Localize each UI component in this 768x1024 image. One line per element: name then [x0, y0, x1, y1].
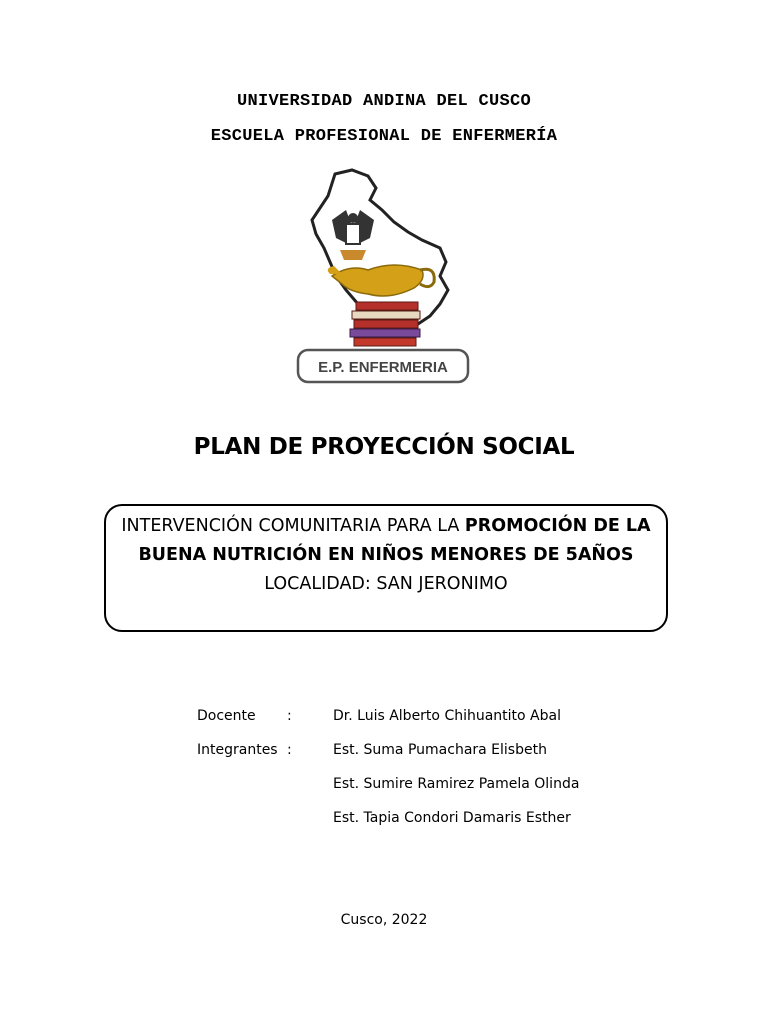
- integrantes-colon: :: [287, 742, 292, 758]
- school-name: ESCUELA PROFESIONAL DE ENFERMERÍA: [210, 127, 558, 146]
- subject-line-2: [106, 541, 666, 570]
- university-name: UNIVERSIDAD ANDINA DEL CUSCO: [236, 92, 532, 111]
- subject-line-1-normal: INTERVENCIÓN COMUNITARIA PARA LA: [121, 516, 465, 536]
- integrante-1: Est. Suma Pumachara Elisbeth: [333, 742, 547, 758]
- docente-label: Docente: [197, 708, 256, 724]
- subject-line-1: [106, 512, 666, 541]
- integrante-2: Est. Sumire Ramirez Pamela Olinda: [333, 776, 580, 792]
- logo-badge-text: E.P. ENFERMERIA: [318, 359, 448, 376]
- document-title: PLAN DE PROYECCIÓN SOCIAL: [193, 434, 575, 460]
- school-logo: [290, 166, 480, 388]
- subject-box: [104, 504, 668, 632]
- subject-line-2-bold: BUENA NUTRICIÓN EN NIÑOS MENORES DE 5AÑOS: [138, 545, 634, 565]
- integrantes-label: Integrantes: [197, 742, 278, 758]
- books-icon: [350, 302, 420, 346]
- docente-value: Dr. Luis Alberto Chihuantito Abal: [333, 708, 561, 724]
- integrante-3: Est. Tapia Condori Damaris Esther: [333, 810, 571, 826]
- docente-colon: :: [287, 708, 292, 724]
- subject-locality: LOCALIDAD: SAN JERONIMO: [264, 574, 508, 594]
- subject-line-1-bold: PROMOCIÓN DE LA: [464, 516, 651, 536]
- place-date: Cusco, 2022: [340, 912, 428, 928]
